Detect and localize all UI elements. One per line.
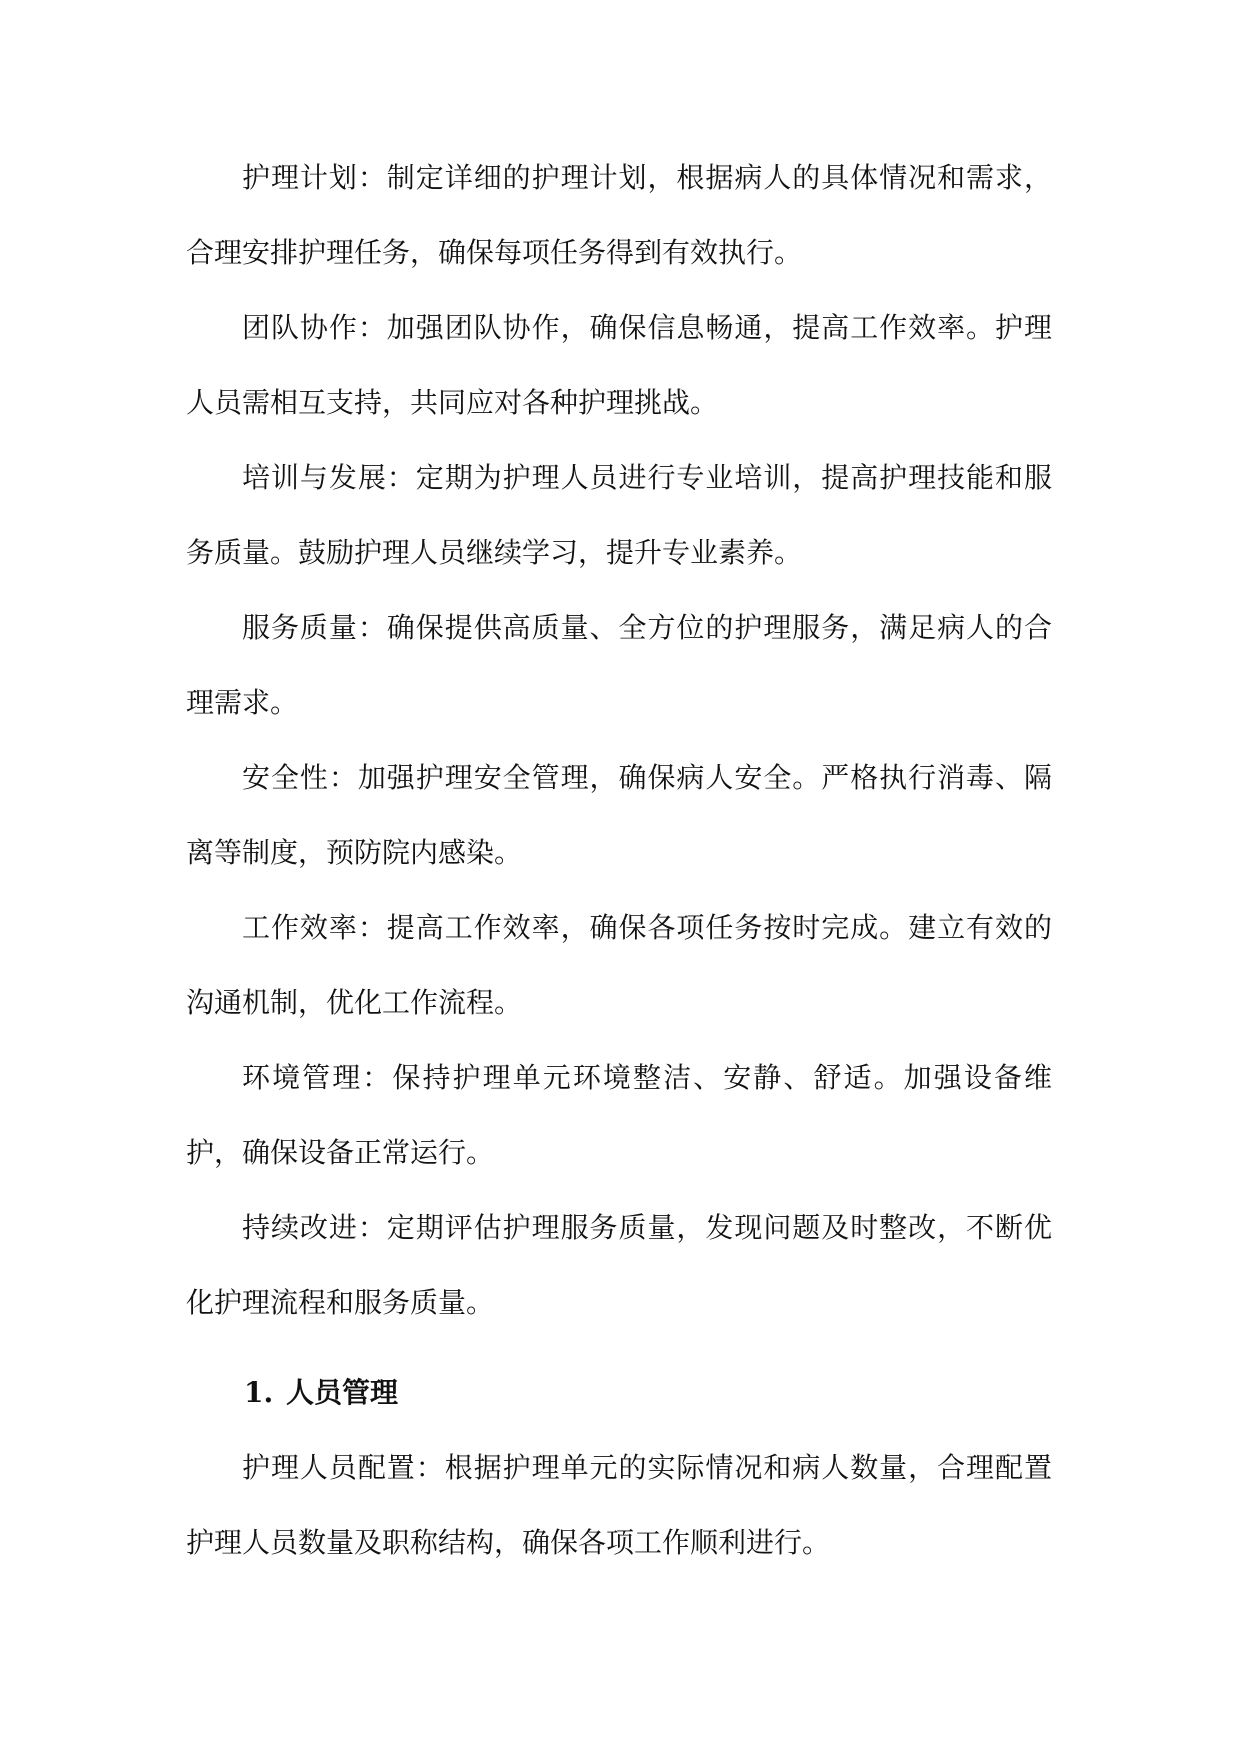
- paragraph-work-efficiency: 工作效率：提高工作效率，确保各项任务按时完成。建立有效的沟通机制，优化工作流程。: [186, 911, 1052, 1019]
- paragraph-nursing-plan: 护理计划：制定详细的护理计划，根据病人的具体情况和需求，合理安排护理任务，确保每项任务得到有效执行。: [186, 161, 1052, 269]
- paragraph-environment-management: 环境管理：保持护理单元环境整洁、安静、舒适。加强设备维护，确保设备正常运行。: [186, 1061, 1052, 1169]
- paragraph-staff-allocation: 护理人员配置：根据护理单元的实际情况和病人数量，合理配置护理人员数量及职称结构，确保各项工作顺利进行。: [186, 1451, 1052, 1559]
- document-body: [186, 140, 1052, 1580]
- section-heading: [186, 1355, 1052, 1430]
- section-number: 1.: [244, 1376, 274, 1409]
- section-title: 人员管理: [286, 1376, 399, 1409]
- paragraph-safety: 安全性：加强护理安全管理，确保病人安全。严格执行消毒、隔离等制度，预防院内感染。: [186, 761, 1052, 869]
- paragraph-team-collaboration: 团队协作：加强团队协作，确保信息畅通，提高工作效率。护理人员需相互支持，共同应对各种护理挑战。: [186, 311, 1052, 419]
- paragraph-training-development: 培训与发展：定期为护理人员进行专业培训，提高护理技能和服务质量。鼓励护理人员继续学习，提升专业素养。: [186, 461, 1052, 569]
- paragraph-continuous-improvement: 持续改进：定期评估护理服务质量，发现问题及时整改，不断优化护理流程和服务质量。: [186, 1211, 1052, 1319]
- paragraph-service-quality: 服务质量：确保提供高质量、全方位的护理服务，满足病人的合理需求。: [186, 611, 1052, 719]
